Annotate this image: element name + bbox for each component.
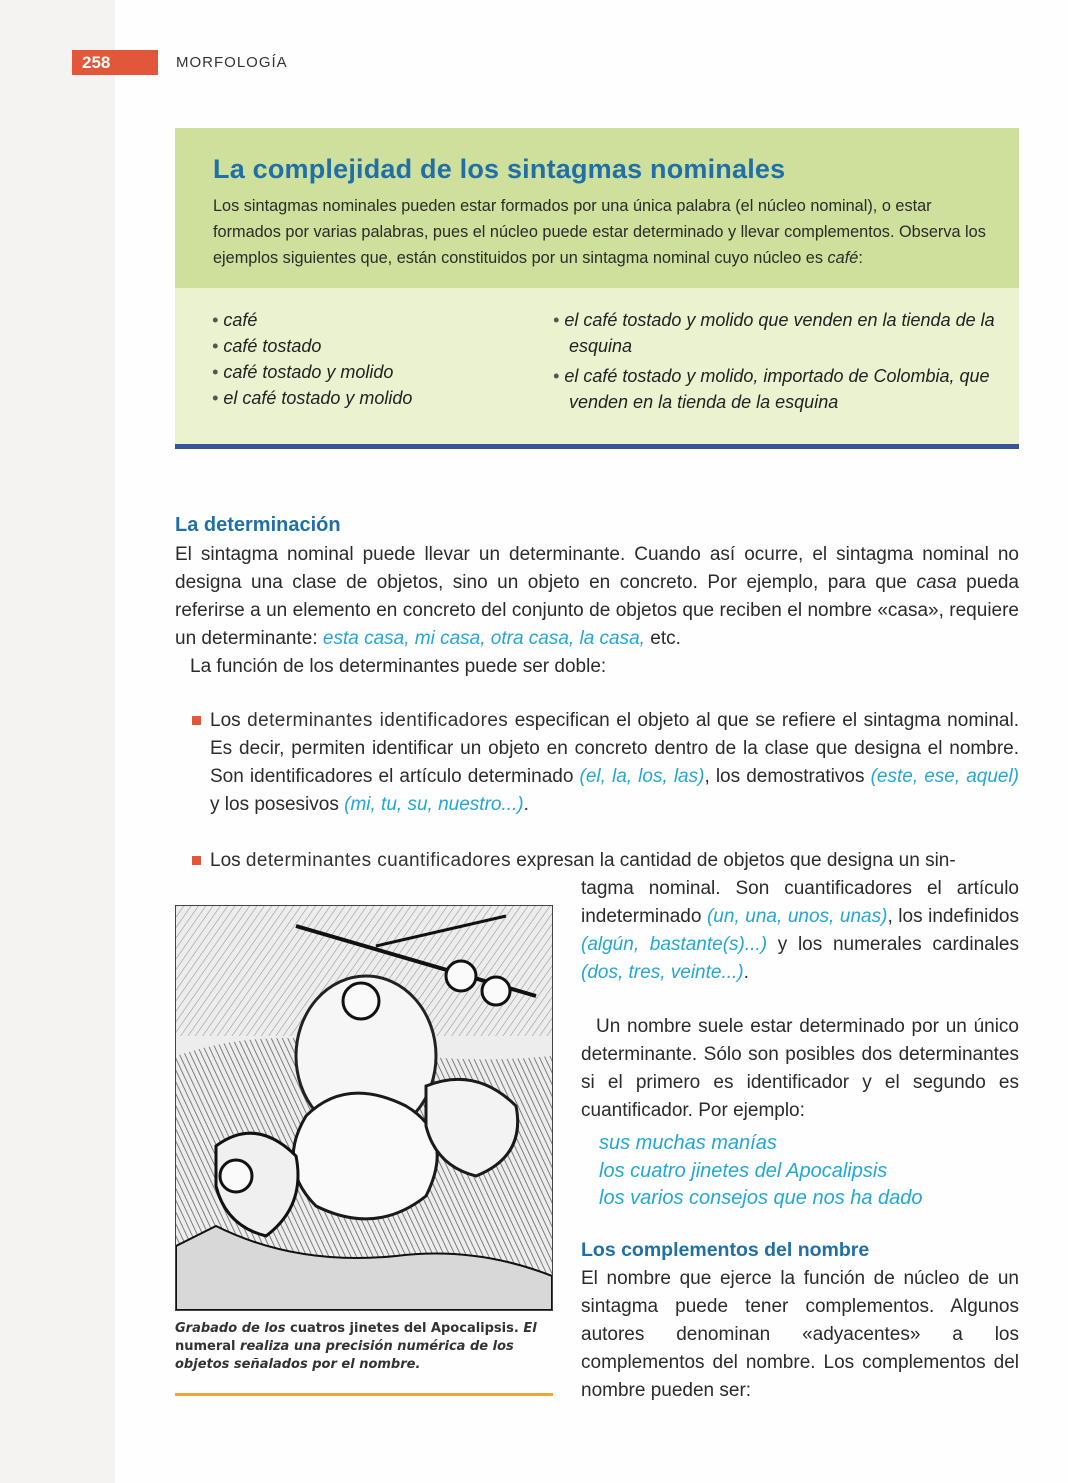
example-text: (un, una, unos, unas) [706,906,888,927]
woodcut-illustration [175,905,553,1311]
list-item: • el café tostado y molido que venden en la tienda de la esquina [553,307,1003,359]
caption-rule [175,1393,553,1396]
examples-list-left [212,307,412,411]
text-span: numeral [175,1339,236,1354]
text-span: etc. [644,628,681,649]
info-box-text-main: Los sintagmas nominales pueden estar formados por una única palabra (el núcleo nominal), o estar formados por varias palabras, pues el núcleo puede estar determinado y llevar complementos. Observa los ejemplos siguientes que, están constituidos por un sintagma nominal cuyo núcleo es [213,197,986,267]
section-title: MORFOLOGÍA [176,54,288,71]
text-span: Los [210,850,246,871]
info-box-text-word: café [827,249,859,267]
example-text: (mi, tu, su, nuestro...) [344,794,524,815]
text-span: El [518,1321,537,1336]
example-text: (el, la, los, las) [579,766,705,787]
text-span: pueda referirse a un elemento en concreto del conjunto de objetos que reciben el nombre «casa», requiere un determinante: [175,572,1019,649]
paragraph-cuantificadores-first-line [210,847,1019,875]
box-bottom-rule [175,444,1019,449]
text-span: . [743,962,749,983]
text-span: , los demostrativos [704,766,871,787]
info-box-text-end: : [858,249,863,267]
example-text: esta casa, mi casa, otra casa, la casa, [322,628,645,649]
text-span: realiza una precisión numérica de los objetos señalados por el nombre. [175,1339,514,1372]
paragraph-determinacion [175,541,1019,653]
text-span: tagma nominal. Son cuantificadores el artículo indeterminado [581,878,1019,927]
paragraph-dos-determinantes: Un nombre suele estar determinado por un único determinante. Sólo son posibles dos determinantes si el primero es identificador y el segundo es cuantificador. Por ejemplo: [581,1016,1019,1121]
example-text: (dos, tres, veinte...) [581,962,744,983]
info-box-header [175,128,1019,288]
keyword: determinantes identificadores [247,710,509,731]
example-text: (este, ese, aquel) [870,766,1020,787]
paragraph-funcion: La función de los determinantes puede ser doble: [190,656,607,677]
text-span: y los posesivos [210,794,345,815]
example-text: (algún, bastante(s)...) [581,934,768,955]
page-number: 258 [72,50,158,75]
list-item: • café tostado y molido [212,359,412,385]
text-span: Los [210,710,248,731]
text-span: Grabado de los [175,1321,290,1336]
text-span: cuatros jinetes del Apocalipsis. [290,1321,519,1336]
paragraph-cuantificadores [581,875,1019,987]
bullet-square-icon [192,856,201,865]
list-item: • el café tostado y molido, importado de Colombia, que venden en la tienda de la esquina [553,363,1003,415]
text-span: , los indefinidos [887,906,1019,927]
keyword: determinantes cuantificadores [245,850,511,871]
list-item: • café [212,307,412,333]
examples-list-right [553,307,1003,419]
text-span: . [523,794,529,815]
heading-complementos: Los complementos del nombre [581,1239,870,1261]
heading-determinacion: La determinación [175,514,341,536]
text-span: expresan la cantidad de objetos que designa un sin- [511,850,956,871]
text-span: especifican el objeto al que se refiere el sintagma nominal. Es decir, permiten identificar un objeto en concreto dentro de la clase que designa el nombre. Son identificadores el artículo determinado [210,710,1020,787]
paragraph-identificadores [210,707,1019,819]
example-line: los cuatro jinetes del Apocalipsis [599,1160,888,1182]
example-line: los varios consejos que nos ha dado [599,1187,923,1209]
text-span: casa [916,572,957,593]
example-line: sus muchas manías [599,1132,777,1154]
info-box-title: La complejidad de los sintagmas nominales [213,154,786,184]
bullet-square-icon [192,716,201,725]
list-item: • el café tostado y molido [212,385,412,411]
figure-caption [175,1320,553,1374]
paragraph-complementos: El nombre que ejerce la función de núcleo de un sintagma puede tener complementos. Algunos autores denominan «adyacentes» a los complementos del nombre. Los complementos del nombre pueden ser: [581,1268,1019,1401]
text-span: El sintagma nominal puede llevar un determinante. Cuando así ocurre, el sintagma nominal no designa una clase de objetos, sino un objeto en concreto. Por ejemplo, para que [175,544,1019,593]
list-item: • café tostado [212,333,412,359]
text-span: y los numerales cardinales [767,934,1019,955]
info-box-text [213,193,989,271]
